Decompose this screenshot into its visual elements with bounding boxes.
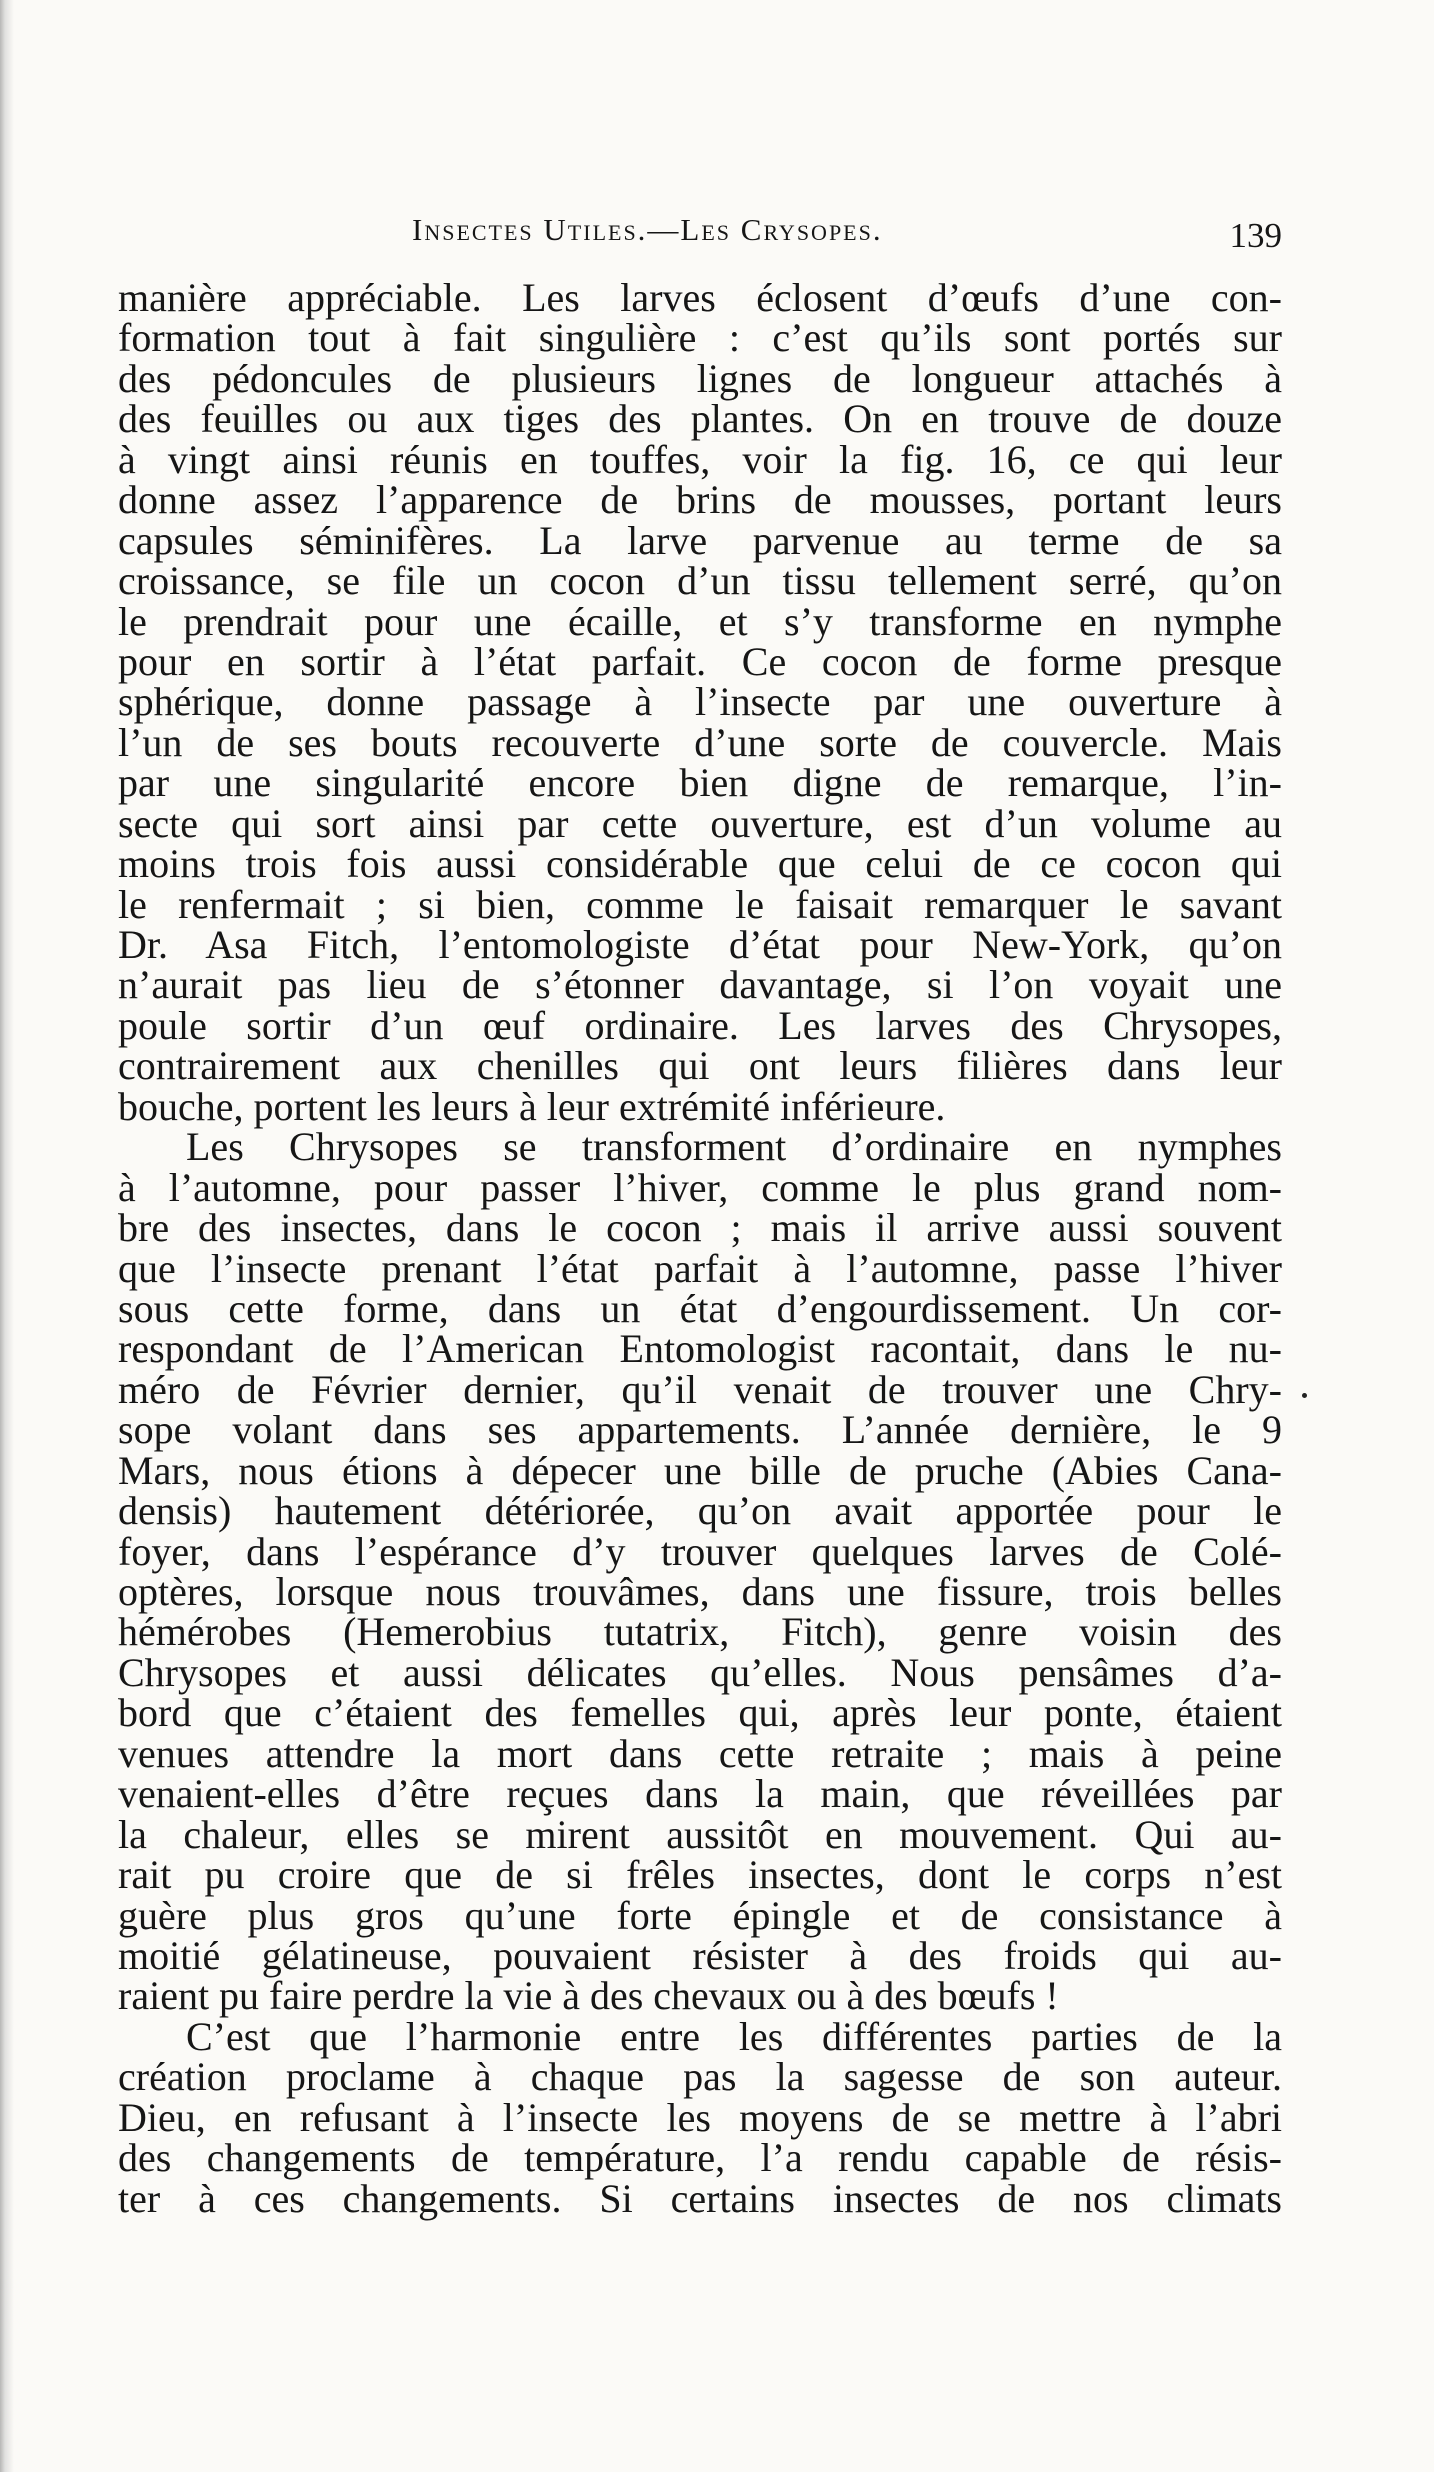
- text-line: l’un de ses bouts recouverte d’une sorte de couvercle. Mais: [118, 719, 1282, 765]
- page-number: 139: [1229, 216, 1282, 255]
- text-line: des feuilles ou aux tiges des plantes. On en trouve de douze: [118, 396, 1282, 442]
- page-header: [412, 212, 1282, 272]
- text-line: sphérique, donne passage à l’insecte par une ouverture à: [118, 679, 1282, 725]
- text-line: respondant de l’American Entomologist racontait, dans le nu-: [118, 1326, 1282, 1372]
- text-line: Les Chrysopes se transforment d’ordinaire en nymphes: [186, 1124, 1282, 1170]
- text-line: Chrysopes et aussi délicates qu’elles. Nous pensâmes d’a-: [118, 1649, 1282, 1695]
- text-line: des pédoncules de plusieurs lignes de longueur attachés à: [118, 355, 1282, 401]
- page-edge-shadow: [0, 0, 14, 2472]
- text-line: venaient-elles d’être reçues dans la main, que réveillées par: [118, 1771, 1282, 1817]
- text-line: méro de Février dernier, qu’il venait de trouver une Chry-: [118, 1366, 1282, 1412]
- text-line: formation tout à fait singulière : c’est qu’ils sont portés sur: [118, 315, 1282, 361]
- paragraph-1: [118, 275, 1282, 1129]
- text-line: Mars, nous étions à dépecer une bille de pruche (Abies Cana-: [118, 1447, 1282, 1493]
- text-line: bre des insectes, dans le cocon ; mais il arrive aussi souvent: [118, 1205, 1282, 1251]
- text-line: moins trois fois aussi considérable que celui de ce cocon qui: [118, 841, 1282, 887]
- text-line: densis) hautement détériorée, qu’on avait apportée pour le: [118, 1488, 1282, 1534]
- text-line: C’est que l’harmonie entre les différentes parties de la: [186, 2013, 1282, 2059]
- text-line: moitié gélatineuse, pouvaient résister à des froids qui au-: [118, 1932, 1282, 1978]
- text-line: manière appréciable. Les larves éclosent d’œufs d’une con-: [118, 275, 1282, 320]
- text-line: création proclame à chaque pas la sagesse de son auteur.: [118, 2054, 1282, 2100]
- text-line: contrairement aux chenilles qui ont leurs filières dans leur: [118, 1043, 1282, 1089]
- text-line: à l’automne, pour passer l’hiver, comme le plus grand nom-: [118, 1164, 1282, 1210]
- text-line: des changements de température, l’a rendu capable de résis-: [118, 2135, 1282, 2181]
- text-line: rait pu croire que de si frêles insectes, dont le corps n’est: [118, 1852, 1282, 1898]
- text-line: croissance, se file un cocon d’un tissu tellement serré, qu’on: [118, 558, 1282, 604]
- text-line: sous cette forme, dans un état d’engourdissement. Un cor-: [118, 1285, 1282, 1331]
- stray-ink-dot: [1302, 1393, 1307, 1398]
- text-line: à vingt ainsi réunis en touffes, voir la fig. 16, ce qui leur: [118, 436, 1282, 482]
- paragraph-2: [118, 1124, 1282, 2019]
- text-line: sope volant dans ses appartements. L’année dernière, le 9: [118, 1407, 1282, 1453]
- text-line: le renfermait ; si bien, comme le faisait remarquer le savant: [118, 881, 1282, 927]
- text-line: le prendrait pour une écaille, et s’y transforme en nymphe: [118, 598, 1282, 644]
- text-line: ter à ces changements. Si certains insectes de nos climats: [118, 2175, 1282, 2221]
- text-line: capsules séminifères. La larve parvenue au terme de sa: [118, 517, 1282, 563]
- text-line: secte qui sort ainsi par cette ouverture, est d’un volume au: [118, 800, 1282, 846]
- text-line: par une singularité encore bien digne de remarque, l’in-: [118, 760, 1282, 806]
- text-line: bord que c’étaient des femelles qui, après leur ponte, étaient: [118, 1690, 1282, 1736]
- text-line: poule sortir d’un œuf ordinaire. Les larves des Chrysopes,: [118, 1002, 1282, 1048]
- text-line: donne assez l’apparence de brins de mousses, portant leurs: [118, 477, 1282, 523]
- text-line: guère plus gros qu’une forte épingle et de consistance à: [118, 1892, 1282, 1938]
- text-line: que l’insecte prenant l’état parfait à l’automne, passe l’hiver: [118, 1245, 1282, 1291]
- text-line: bouche, portent les leurs à leur extrémité inférieure.: [118, 1083, 946, 1129]
- text-line: la chaleur, elles se mirent aussitôt en mouvement. Qui au-: [118, 1811, 1282, 1857]
- body-text: [118, 275, 1282, 2221]
- text-line: hémérobes (Hemerobius tutatrix, Fitch), genre voisin des: [118, 1609, 1282, 1655]
- text-line: raient pu faire perdre la vie à des chevaux ou à des bœufs !: [118, 1973, 1059, 2019]
- text-line: Dr. Asa Fitch, l’entomologiste d’état pour New-York, qu’on: [118, 922, 1282, 967]
- paragraph-3: [118, 2013, 1282, 2221]
- text-line: n’aurait pas lieu de s’étonner davantage, si l’on voyait une: [118, 962, 1282, 1008]
- text-line: venues attendre la mort dans cette retraite ; mais à peine: [118, 1730, 1282, 1776]
- text-line: Dieu, en refusant à l’insecte les moyens de se mettre à l’abri: [118, 2094, 1282, 2140]
- text-line: optères, lorsque nous trouvâmes, dans une fissure, trois belles: [118, 1569, 1282, 1614]
- text-line: pour en sortir à l’état parfait. Ce cocon de forme presque: [118, 638, 1282, 684]
- running-title: Insectes Utiles.—Les Crysopes.: [412, 212, 883, 247]
- text-line: foyer, dans l’espérance d’y trouver quelques larves de Colé-: [118, 1528, 1282, 1574]
